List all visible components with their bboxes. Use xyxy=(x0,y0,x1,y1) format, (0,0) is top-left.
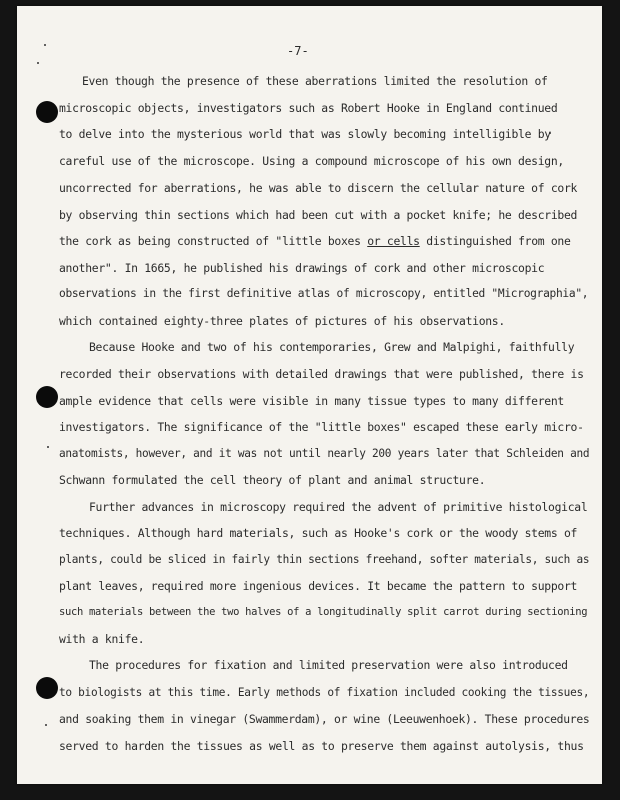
speck-mark xyxy=(37,62,39,64)
text-line: careful use of the microscope. Using a compound microscope of his own design, xyxy=(59,154,564,168)
speck-mark xyxy=(45,724,47,726)
text-line: by observing thin sections which had been cut with a pocket knife; he described xyxy=(59,208,578,222)
text-line: plant leaves, required more ingenious devices. It became the pattern to support xyxy=(59,579,578,593)
page-number: -7- xyxy=(287,44,309,58)
text-line: uncorrected for aberrations, he was able to discern the cellular nature of cork xyxy=(59,181,578,195)
text-line: with a knife. xyxy=(59,632,145,646)
text-line: recorded their observations with detailed drawings that were published, there is xyxy=(59,367,584,381)
text-line: plants, could be sliced in fairly thin sections freehand, softer materials, such as xyxy=(59,553,590,566)
text-line: The procedures for fixation and limited preservation were also introduced xyxy=(89,658,568,672)
text-line: and soaking them in vinegar (Swammerdam), or wine (Leeuwenhoek). These procedures xyxy=(59,712,590,726)
text-line: techniques. Although hard materials, such as Hooke's cork or the woody stems of xyxy=(59,526,578,540)
text-segment: the cork as being constructed of "little boxes xyxy=(59,234,361,248)
document-page xyxy=(17,6,602,784)
underlined-text: or cells xyxy=(367,234,420,248)
text-line: which contained eighty-three plates of pictures of his observations. xyxy=(59,314,505,328)
text-line: Further advances in microscopy required the advent of primitive histological xyxy=(89,500,588,514)
punch-hole-bottom xyxy=(36,677,58,699)
text-line-with-underline xyxy=(59,234,571,248)
text-line: Even though the presence of these aberrations limited the resolution of xyxy=(82,74,548,88)
text-line: Because Hooke and two of his contemporaries, Grew and Malpighi, faithfully xyxy=(89,340,575,354)
text-line: investigators. The significance of the "little boxes" escaped these early micro- xyxy=(59,420,584,434)
text-segment: distinguished from one xyxy=(426,234,571,248)
punch-hole-top xyxy=(36,101,58,123)
text-line: observations in the first definitive atlas of microscopy, entitled "Micrographia", xyxy=(59,287,589,300)
text-line: Schwann formulated the cell theory of plant and animal structure. xyxy=(59,473,486,487)
text-line: another". In 1665, he published his drawings of cork and other microscopic xyxy=(59,261,545,275)
text-line: to delve into the mysterious world that was slowly becoming intelligible by xyxy=(59,127,551,141)
text-line: served to harden the tissues as well as to preserve them against autolysis, thus xyxy=(59,739,584,753)
text-line: ample evidence that cells were visible in many tissue types to many different xyxy=(59,394,564,408)
text-line: anatomists, however, and it was not until nearly 200 years later that Schleiden and xyxy=(59,447,590,460)
text-line: to biologists at this time. Early methods of fixation included cooking the tissues, xyxy=(59,686,590,699)
speck-mark xyxy=(44,44,46,46)
speck-mark xyxy=(47,446,49,448)
punch-hole-middle xyxy=(36,386,58,408)
text-line: such materials between the two halves of a longitudinally split carrot during sectioning xyxy=(59,606,588,618)
text-line: microscopic objects, investigators such as Robert Hooke in England continued xyxy=(59,101,558,115)
